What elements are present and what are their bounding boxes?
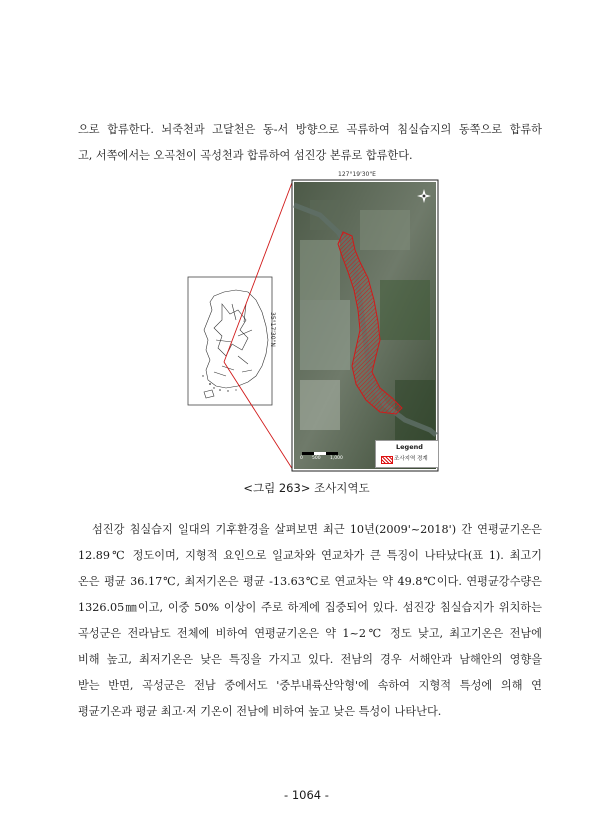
longitude-label: 127°19'30"E (338, 171, 376, 178)
korea-inset-frame (188, 277, 272, 405)
map-legend (375, 440, 439, 468)
text-line: 1326.05㎜이고, 이중 50% 이상이 주로 하계에 집중되어 있다. 섬진강 침실습지가 위치하는 (78, 601, 542, 614)
climate-paragraph (78, 517, 542, 725)
text-line: 받는 반면, 곡성군은 전남 중에서도 '중부내륙산악형'에 속하여 지형적 특성에 의해 연 (78, 679, 542, 692)
legend-label: 조사지역 경계 (394, 456, 428, 462)
text-line: 평균기온과 평균 최고·저 기온이 전남에 비하여 높고 낮은 특성이 나타난다. (78, 705, 442, 718)
legend-title: Legend (396, 443, 423, 451)
text-line: 12.89℃ 정도이며, 지형적 요인으로 일교차와 연교차가 큰 특징이 나타났다(표 1). 최고기 (78, 549, 542, 562)
figure-caption: <그림 263> 조사지역도 (243, 481, 370, 495)
scale-bar (296, 452, 346, 464)
text-line: 으로 합류한다. 뇌죽천과 고달천은 동-서 방향으로 곡류하여 침실습지의 동쪽으로 합류하 (78, 123, 542, 136)
text-line: 비해 높고, 최저기온은 낮은 특징을 가지고 있다. 전남의 경우 서해안과 남해안의 영향을 (78, 653, 542, 666)
scale-segment (326, 452, 338, 455)
page-number: - 1064 - (284, 788, 329, 802)
legend-hatch-swatch (381, 456, 393, 464)
latitude-label: 35°17'30"N (269, 312, 276, 347)
scale-label: 500 (312, 456, 321, 461)
text-line: 고, 서쪽에서는 오곡천이 곡성천과 합류하여 섬진강 본류로 합류한다. (78, 149, 413, 162)
scale-label: 0 (300, 456, 303, 461)
scale-segment (314, 452, 326, 455)
text-line: 곡성군은 전라남도 전체에 비하여 연평균기온은 약 1~2℃ 정도 낮고, 최고기온은 전남에 (78, 627, 542, 640)
text-line: 온은 평균 36.17℃, 최저기온은 평균 -13.63℃로 연교차는 약 49.8℃이다. 연평균강수량은 (78, 575, 542, 588)
scale-label: 1,000 (330, 456, 343, 461)
text-line: 섬진강 침실습지 일대의 기후환경을 살펴보면 최근 10년(2009'~2018') 간 연평균기온은 (92, 523, 542, 536)
scale-segment (302, 452, 314, 455)
